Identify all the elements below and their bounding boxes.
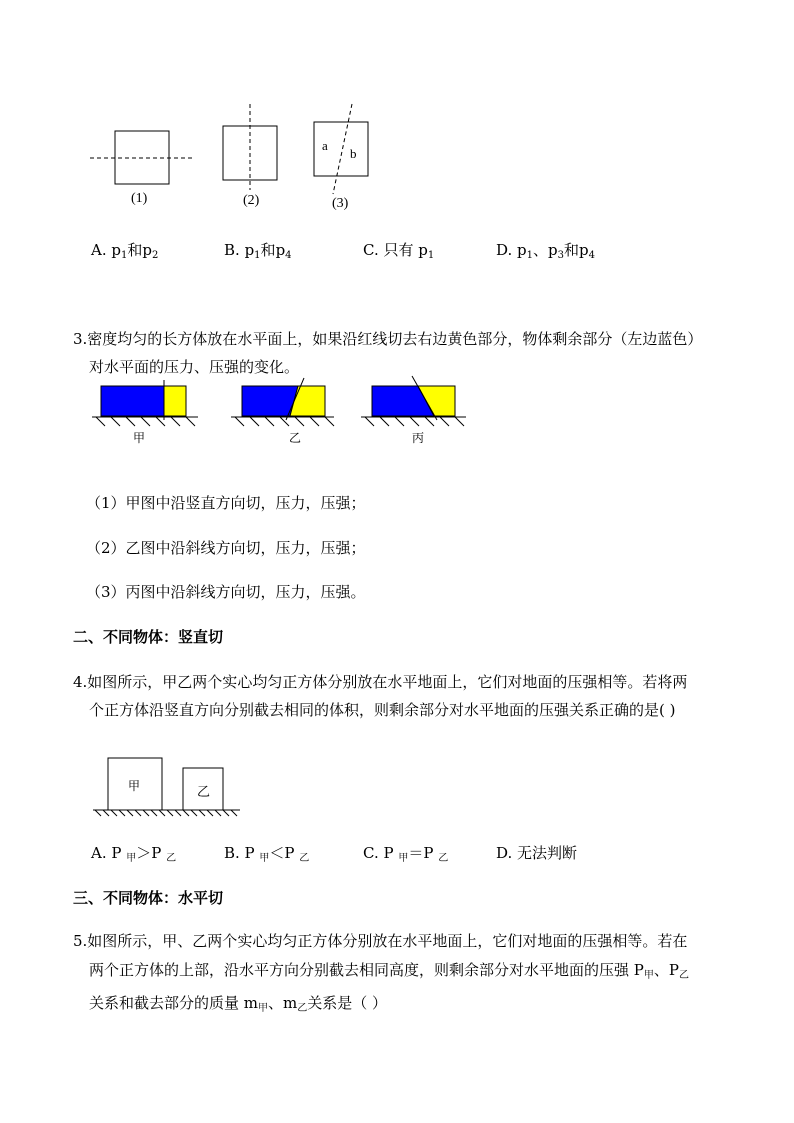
jia-label: 甲 bbox=[133, 431, 146, 445]
cut-block-figure bbox=[0, 380, 794, 450]
q4-option-a: A. P $_甲$＞P $_乙$ bbox=[91, 844, 177, 864]
jia-blue-part bbox=[101, 386, 164, 416]
cube-yi-label: 乙 bbox=[197, 784, 211, 799]
q5-stem-line2: 两个正方体的上部，沿水平方向分别截去相同高度，则剩余部分对水平地面的压强 $P_甲$、$P_乙$ bbox=[89, 961, 689, 981]
bing-ground-hatch bbox=[365, 417, 464, 426]
q3-item-3: （3）丙图中沿斜线方向切，压力，压强。 bbox=[86, 583, 366, 601]
q4-option-d: D. 无法判断 bbox=[496, 844, 578, 862]
q2-option-b: B. $p_1$和$p_4$ bbox=[224, 241, 292, 261]
ground-hatch bbox=[95, 810, 237, 816]
jia-yellow-part bbox=[164, 386, 186, 416]
q4-stem-line2: 个正方体沿竖直方向分别截去相同的体积，则剩余部分对水平地面的压强关系正确的是( ) bbox=[89, 701, 676, 719]
yi-ground-hatch bbox=[235, 417, 334, 426]
q2-option-c: C. 只有 $p_1$ bbox=[363, 241, 435, 261]
cut-squares-figure bbox=[0, 0, 794, 220]
q2-option-a: A. $p_1$和$p_2$ bbox=[91, 241, 159, 261]
q4-stem-line1: 4.如图所示，甲乙两个实心均匀正方体分别放在水平地面上，它们对地面的压强相等。若将两 bbox=[73, 673, 688, 691]
q5-stem-line1: 5.如图所示，甲、乙两个实心均匀正方体分别放在水平地面上，它们对地面的压强相等。若在 bbox=[73, 932, 688, 950]
fig-label-3: (3) bbox=[332, 196, 349, 211]
q3-stem-line2: 对水平面的压力、压强的变化。 bbox=[89, 358, 300, 376]
section-2-title: 二、不同物体：竖直切 bbox=[73, 628, 224, 646]
q4-option-b: B. P $_甲$＜P $_乙$ bbox=[224, 844, 310, 864]
yi-label: 乙 bbox=[289, 431, 302, 445]
q2-option-d: D. $p_1$、$p_3$和$p_4$ bbox=[496, 241, 596, 261]
fig-label-1: (1) bbox=[131, 191, 148, 206]
q4-option-c: C. P $_甲$＝P $_乙$ bbox=[363, 844, 449, 864]
bing-label: 丙 bbox=[412, 431, 425, 445]
part-a-label: a bbox=[322, 138, 328, 153]
q3-stem-line1: 3.密度均匀的长方体放在水平面上，如果沿红线切去右边黄色部分，物体剩余部分（左边蓝色） bbox=[73, 330, 703, 348]
section-3-title: 三、不同物体：水平切 bbox=[73, 889, 224, 907]
q5-stem-line3: 关系和截去部分的质量 $m_甲$、$m_乙$关系是（ ） bbox=[89, 994, 388, 1014]
cube-jia-label: 甲 bbox=[128, 779, 141, 793]
jia-ground-hatch bbox=[96, 417, 195, 426]
part-b-label: b bbox=[350, 146, 357, 161]
fig-label-2: (2) bbox=[243, 193, 260, 208]
q3-item-1: （1）甲图中沿竖直方向切，压力，压强； bbox=[86, 494, 366, 512]
q3-item-2: （2）乙图中沿斜线方向切，压力，压强； bbox=[86, 539, 366, 557]
two-cubes-figure bbox=[0, 752, 794, 822]
